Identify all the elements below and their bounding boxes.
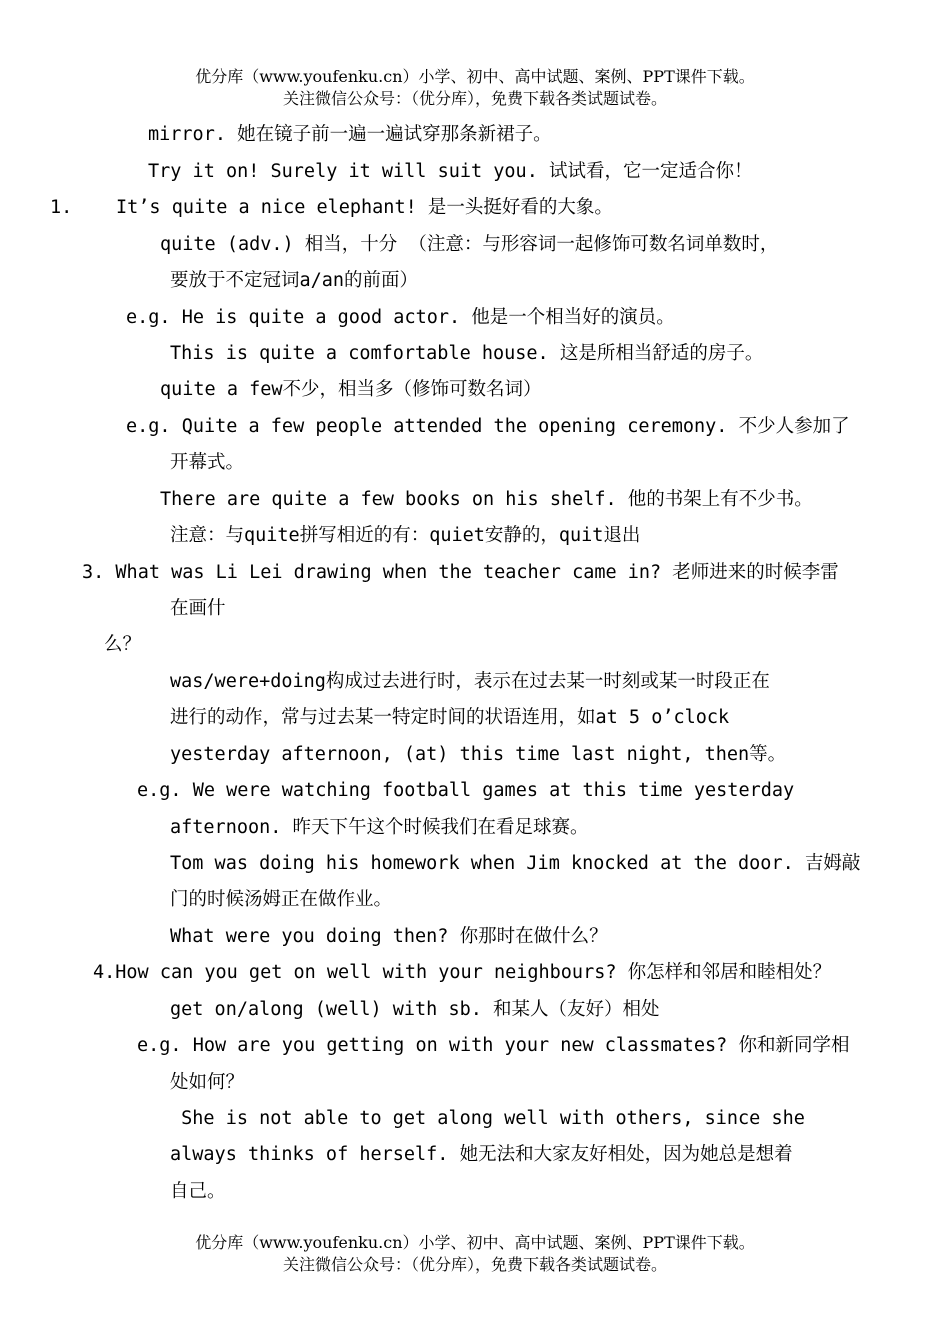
text-line: 么？ <box>104 634 142 655</box>
text-line: always thinks of herself. 她无法和大家友好相处，因为她总是想着 <box>170 1144 793 1165</box>
text-line: e.g. Quite a few people attended the opening ceremony. 不少人参加了 <box>126 416 850 437</box>
text-line: Try it on! Surely it will suit you. 试试看，它一定适合你！ <box>148 161 753 182</box>
text-line: 在画什 <box>170 598 226 619</box>
text-line: It’s quite a nice elephant! 是一头挺好看的大象。 <box>116 197 613 218</box>
text-line: mirror. 她在镜子前一遍一遍试穿那条新裙子。 <box>148 124 552 145</box>
text-line: 自己。 <box>170 1181 226 1202</box>
text-line: There are quite a few books on his shelf. 他的书架上有不少书。 <box>160 489 813 510</box>
text-line: was/were+doing构成过去进行时，表示在过去某一时刻或某一时段正在 <box>170 671 770 692</box>
text-line: 处如何？ <box>170 1072 245 1093</box>
text-line: 门的时候汤姆正在做作业。 <box>170 889 393 910</box>
item-number: 1. <box>50 197 73 218</box>
text-line: 4.How can you get on well with your neighbours? 你怎样和邻居和睦相处？ <box>93 962 832 983</box>
text-line: What were you doing then? 你那时在做什么？ <box>170 926 608 947</box>
text-line: e.g. How are you getting on with your new classmates? 你和新同学相 <box>137 1035 850 1056</box>
text-line: 要放于不定冠词a/an的前面） <box>170 270 419 291</box>
text-line: quite a few不少，相当多（修饰可数名词） <box>160 379 542 400</box>
text-line: e.g. He is quite a good actor. 他是一个相当好的演员。 <box>126 307 675 328</box>
header-line-1: 优分库（www.youfenku.cn）小学、初中、高中试题、案例、PPT课件下载。 <box>195 67 755 86</box>
footer-line-1: 优分库（www.youfenku.cn）小学、初中、高中试题、案例、PPT课件下载。 <box>195 1233 755 1252</box>
text-line: quite (adv.) 相当，十分 （注意：与形容词一起修饰可数名词单数时， <box>160 234 779 255</box>
text-line: 开幕式。 <box>170 452 245 473</box>
text-line: e.g. We were watching football games at this time yesterday <box>137 780 795 801</box>
text-line: yesterday afternoon, (at) this time last night, then等。 <box>170 744 787 765</box>
header-line-2: 关注微信公众号：（优分库），免费下载各类试题试卷。 <box>282 89 667 108</box>
text-line: 3. What was Li Lei drawing when the teacher came in? 老师进来的时候李雷 <box>82 562 839 583</box>
text-line: afternoon. 昨天下午这个时候我们在看足球赛。 <box>170 817 589 838</box>
text-line: 注意：与quite拼写相近的有：quiet安静的，quit退出 <box>170 525 641 546</box>
text-line: She is not able to get along well with others, since she <box>170 1108 805 1129</box>
text-line: This is quite a comfortable house. 这是所相当舒适的房子。 <box>170 343 764 364</box>
text-line: 进行的动作，常与过去某一特定时间的状语连用，如at 5 o’clock <box>170 707 730 728</box>
text-line: Tom was doing his homework when Jim knocked at the door. 吉姆敲 <box>170 853 861 874</box>
footer-line-2: 关注微信公众号：（优分库），免费下载各类试题试卷。 <box>282 1255 667 1274</box>
text-line: get on/along (well) with sb. 和某人（友好）相处 <box>170 999 660 1020</box>
